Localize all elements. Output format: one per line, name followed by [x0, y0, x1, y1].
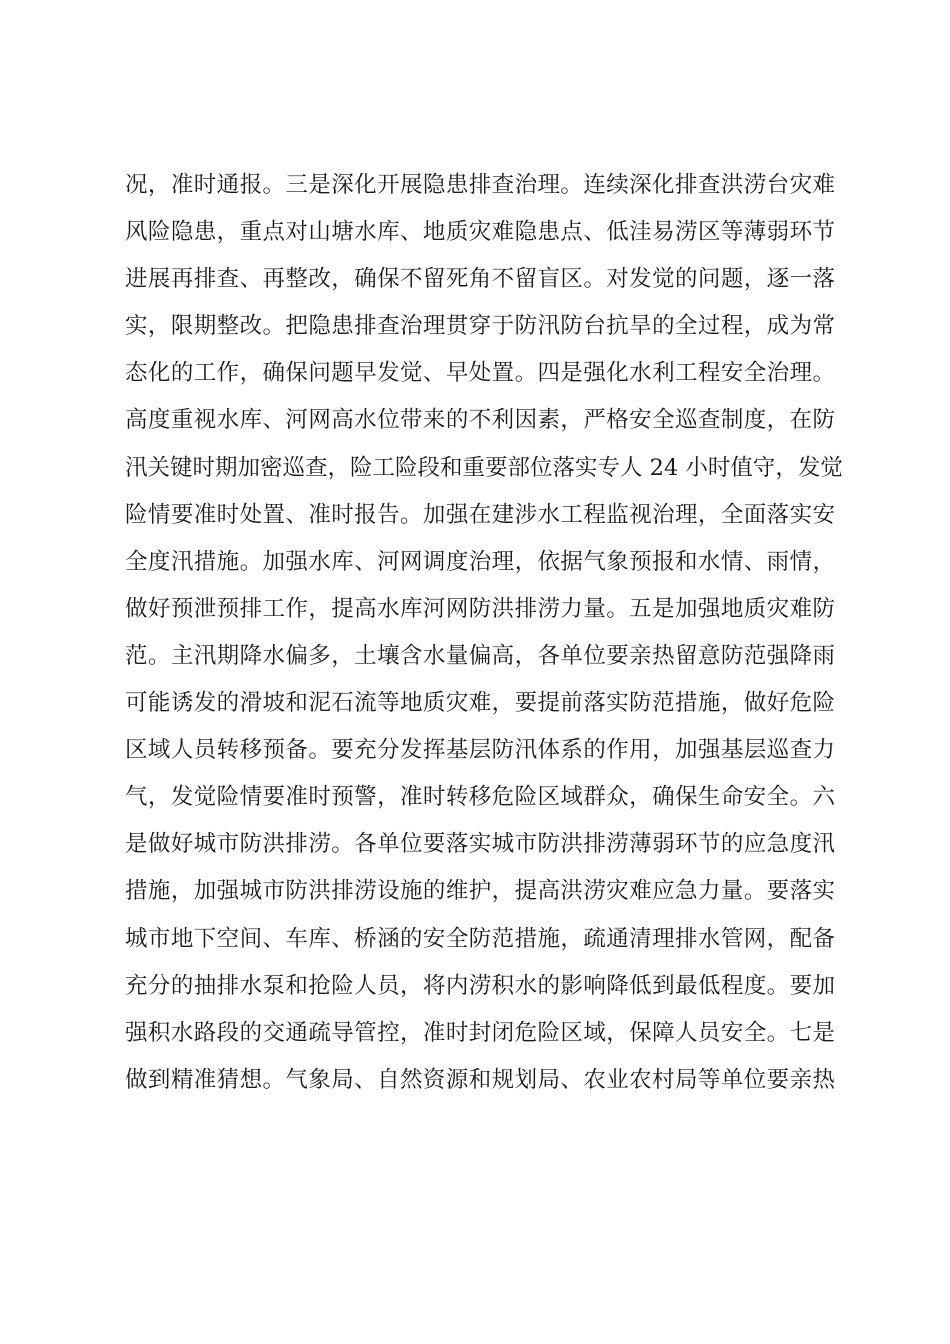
text-line: 全度汛措施。加强水库、河网调度治理，依据气象预报和水情、雨情，: [125, 548, 835, 575]
text-line: 做好预泄预排工作，提高水库河网防洪排涝力量。五是加强地质灾难防: [125, 595, 835, 622]
text-line: 气，发觉险情要准时预警，准时转移危险区域群众，确保生命安全。六: [125, 784, 835, 811]
text-line: 险情要准时处置、准时报告。加强在建涉水工程监视治理，全面落实安: [125, 501, 835, 528]
text-line: 城市地下空间、车库、桥涵的安全防范措施，疏通清理排水管网，配备: [125, 925, 835, 952]
text-line: 是做好城市防洪排涝。各单位要落实城市防洪排涝薄弱环节的应急度汛: [125, 831, 835, 858]
text-line: 强积水路段的交通疏导管控，准时封闭危险区域，保障人员安全。七是: [125, 1019, 835, 1046]
text-line: 措施，加强城市防洪排涝设施的维护，提高洪涝灾难应急力量。要落实: [125, 878, 835, 905]
text-line: 区域人员转移预备。要充分发挥基层防汛体系的作用，加强基层巡查力: [125, 737, 835, 764]
text-line: 风险隐患，重点对山塘水库、地质灾难隐患点、低洼易涝区等薄弱环节: [125, 219, 835, 246]
text-line: 况，准时通报。三是深化开展隐患排查治理。连续深化排查洪涝台灾难: [125, 172, 835, 198]
text-line: 态化的工作，确保问题早发觉、早处置。四是强化水利工程安全治理。: [125, 360, 835, 387]
text-line: 实，限期整改。把隐患排查治理贯穿于防汛防台抗旱的全过程，成为常: [125, 313, 835, 340]
text-line: 做到精准猜想。气象局、自然资源和规划局、农业农村局等单位要亲热: [125, 1066, 835, 1093]
body-text: [125, 162, 843, 1104]
text-line: 范。主汛期降水偏多，土壤含水量偏高，各单位要亲热留意防范强降雨: [125, 642, 835, 669]
text-line: 可能诱发的滑坡和泥石流等地质灾难，要提前落实防范措施，做好危险: [125, 690, 835, 717]
text-line: 进展再排查、再整改，确保不留死角不留盲区。对发觉的问题，逐一落: [125, 266, 835, 293]
text-line: 高度重视水库、河网高水位带来的不利因素，严格安全巡查制度，在防: [125, 407, 835, 434]
text-line: 充分的抽排水泵和抢险人员，将内涝积水的影响降低到最低程度。要加: [125, 972, 835, 999]
text-line: 汛关键时期加密巡查，险工险段和重要部位落实专人 24 小时值守，发觉: [125, 454, 843, 481]
